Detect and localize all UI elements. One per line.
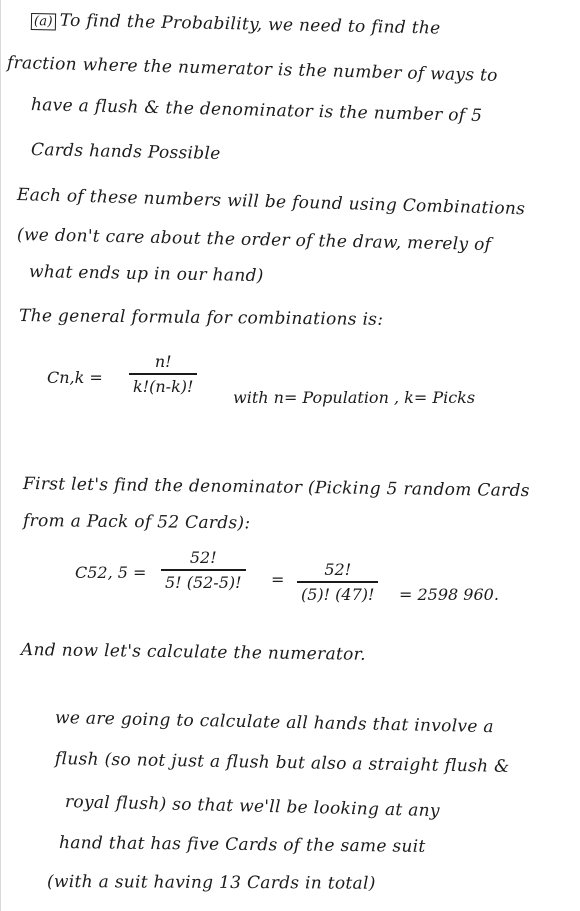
combinations-line-3: what ends up in our hand) bbox=[28, 262, 264, 287]
combinations-line-4: The general formula for combinations is: bbox=[18, 306, 384, 330]
denominator-intro-line-2: from a Pack of 52 Cards): bbox=[22, 511, 251, 534]
numerator-line-1: we are going to calculate all hands that involve a bbox=[54, 708, 495, 738]
intro-line-2: fraction where the numerator is the number of ways to bbox=[6, 53, 498, 86]
intro-line-4: Cards hands Possible bbox=[30, 140, 221, 164]
denominator-equals: = bbox=[271, 570, 285, 589]
combinations-line-2: (we don't care about the order of the draw, merely of bbox=[16, 225, 492, 255]
intro-line-3: have a flush & the denominator is the number of 5 bbox=[30, 95, 483, 127]
formula-fraction bbox=[129, 352, 197, 396]
denominator-lhs: C52, 5 = bbox=[75, 563, 147, 582]
numerator-heading: And now let's calculate the numerator. bbox=[20, 640, 367, 665]
formula-numerator: n! bbox=[154, 352, 172, 371]
numerator-line-4: hand that has five Cards of the same suit bbox=[58, 833, 426, 857]
formula-denominator: k!(n-k)! bbox=[133, 376, 194, 396]
part-label: (a) bbox=[31, 13, 56, 31]
denominator-result: = 2598 960. bbox=[399, 585, 499, 604]
numerator-line-2: flush (so not just a flush but also a straight flush & bbox=[54, 749, 510, 777]
denominator-intro-line-1: First let's find the denominator (Picking 5 random Cards bbox=[22, 474, 530, 502]
denominator-fraction-1-den: 5! (52-5)! bbox=[165, 572, 242, 592]
denominator-fraction-2-den: (5)! (47)! bbox=[301, 584, 375, 604]
numerator-line-3: royal flush) so that we'll be looking at any bbox=[64, 792, 441, 822]
denominator-fraction-1-num: 52! bbox=[189, 548, 217, 567]
formula-where: with n= Population , k= Picks bbox=[233, 388, 476, 407]
combinations-line-1: Each of these numbers will be found using Combinations bbox=[16, 185, 526, 220]
denominator-fraction-1 bbox=[161, 548, 246, 592]
formula-lhs: Cn,k = bbox=[47, 368, 103, 387]
intro-line-1: (a) To find the Probability, we need to find the bbox=[31, 10, 441, 39]
denominator-fraction-2-num: 52! bbox=[324, 560, 352, 579]
numerator-line-5: (with a suit having 13 Cards in total) bbox=[46, 872, 376, 894]
denominator-fraction-2 bbox=[297, 560, 378, 604]
